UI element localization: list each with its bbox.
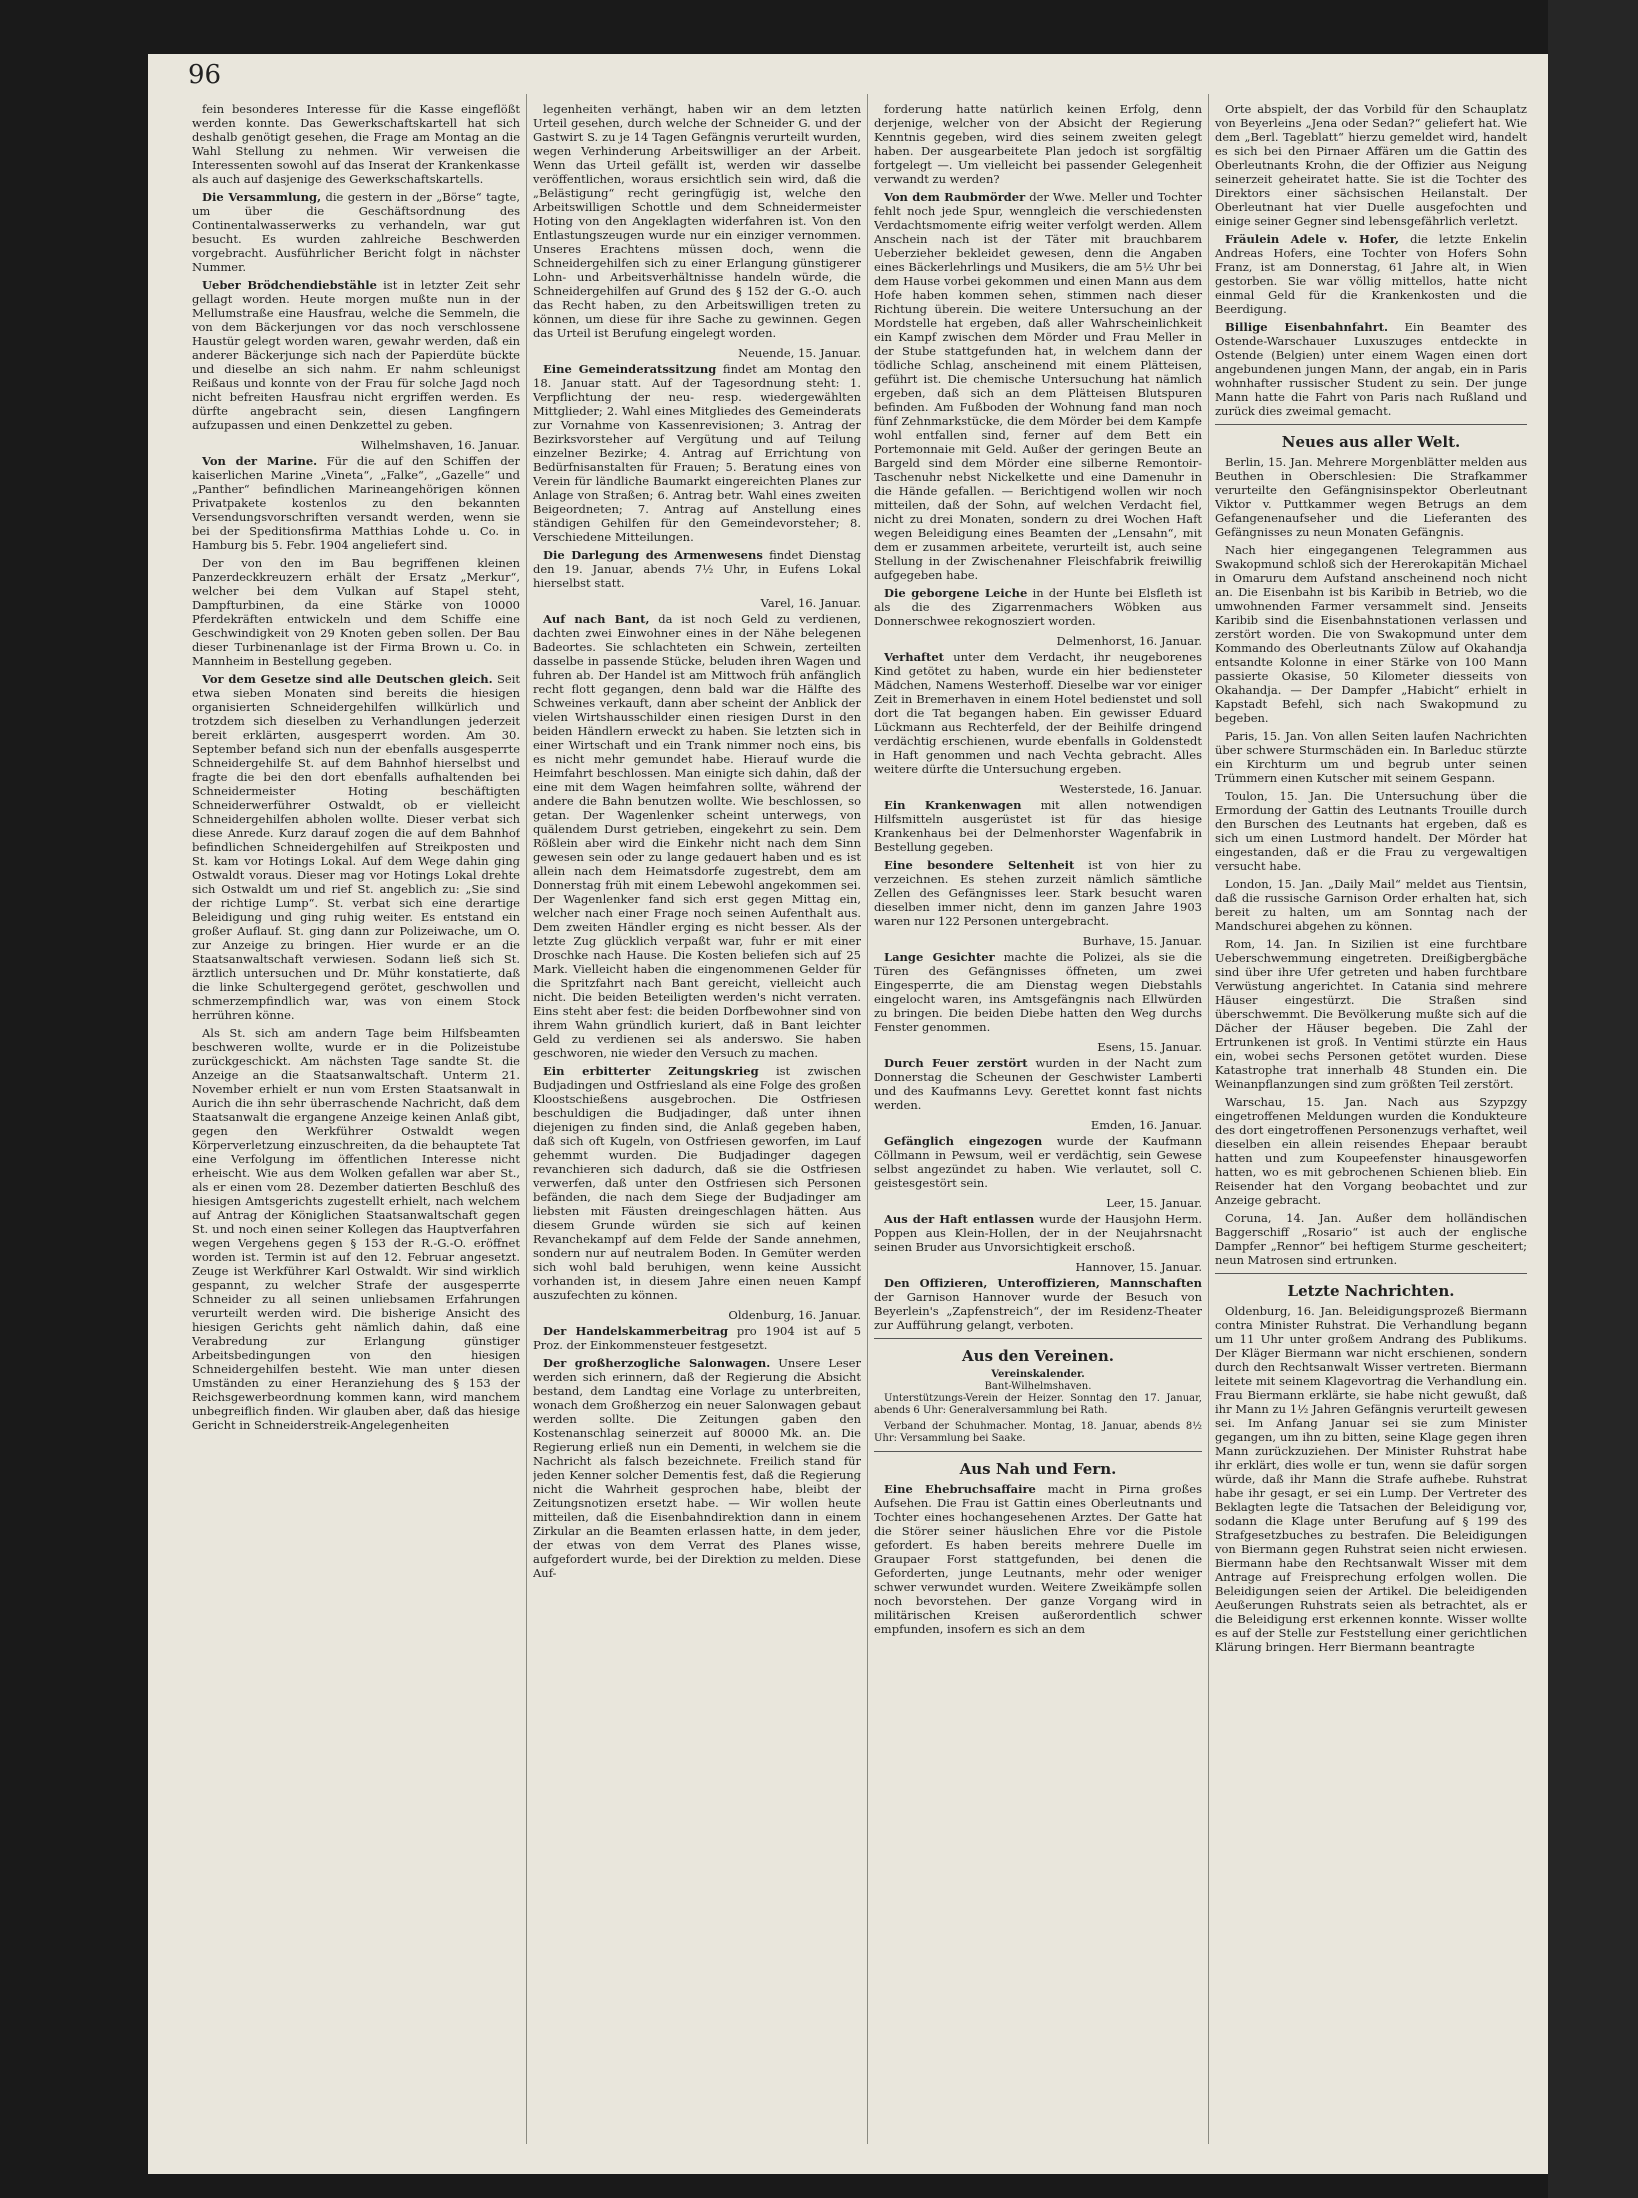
dateline: Esens, 15. Januar. (1097, 1040, 1202, 1054)
article-paragraph: forderung hatte natürlich keinen Erfolg, denn derjenige, welcher von der Absicht der Regierung Kenntnis gegeben, wird dies seinem zweiten gelegt haben. Der ausgearbeitete Plan jedoch ist sorgfältig fortgelegt —. Um vielleicht bei passender Gelegenheit verwandt zu werden? (874, 102, 1202, 186)
section-heading: Neues aus aller Welt. (1281, 433, 1461, 451)
section-divider (1215, 1273, 1527, 1274)
article-headline: Auf nach Bant, (543, 612, 650, 626)
section-divider (1215, 424, 1527, 425)
dateline: Varel, 16. Januar. (760, 596, 861, 610)
article-paragraph: Die Darlegung des Armenwesens findet Dienstag den 19. Januar, abends 7½ Uhr, in Eufens Lokal hierselbst statt. (533, 548, 861, 590)
column-4 (1215, 102, 1527, 2142)
article-paragraph: Die geborgene Leiche in der Hunte bei Elsfleth ist als die des Zigarrenmachers Wöbken aus Donnerschwee rekognosziert worden. (874, 586, 1202, 628)
dateline: Burhave, 15. Januar. (1082, 934, 1202, 948)
section-divider (874, 1338, 1202, 1339)
article-paragraph: Eine Ehebruchsaffaire macht in Pirna großes Aufsehen. Die Frau ist Gattin eines Oberleutnants und Tochter eines hochangesehenen Arztes. Der Gatte hat die Störer seiner häuslichen Ehre vor die Pistole gefordert. Es haben bereits mehrere Duelle im Graupaer Forst stattgefunden, bei denen die Geforderten, junge Leutnants, mehr oder weniger schwer verwundet wurden. Weitere Zweikämpfe sollen noch bevorstehen. Der ganze Vorgang wird in militärischen Kreisen außerordentlich schwer empfunden, insofern es sich an dem (874, 1482, 1202, 1636)
article-paragraph: Von dem Raubmörder der Wwe. Meller und Tochter fehlt noch jede Spur, wenngleich die verschiedensten Verdachtsmomente eifrig weiter verfolgt werden. Allem Anschein nach ist der Täter mit brauchbarem Ueberzieher bekleidet gewesen, denn die Angaben eines Bäckerlehrlings und Musikers, die am 5½ Uhr bei dem Hause vorbei gekommen und einen Mann aus dem Hofe haben kommen sehen, stimmen nach dieser Richtung überein. Die weitere Untersuchung an der Mordstelle hat ergeben, daß aller Wahrscheinlichkeit ein Kampf zwischen dem Mörder und Frau Meller in der Stube stattgefunden hat, in welchem dann der tödliche Schlag, anscheinend mit einem Plätteisen, geführt ist. Die chemische Untersuchung hat nämlich ergeben, daß sich an dem Plätteisen Blutspuren befinden. Am Fußboden der Wohnung fand man noch fünf Zehnmarkstücke, die dem Mörder bei dem Kampfe wohl entfallen sind, ferner auf dem Bett ein Portemonnaie mit Geld. Außer der geringen Beute an Bargeld sind dem Mörder eine silberne Remontoir-Taschenuhr nebst Nickelkette und eine Damenuhr in die Hände gefallen. — Berichtigend wollen wir noch mitteilen, daß der Sohn, auf welchen Verdacht fiel, nicht zu drei Monaten, sondern zu drei Wochen Haft wegen Beleidigung eines Beamten der „Lensahn“, mit dem er zusammen arbeitete, verurteilt ist, auch seine Stellung in der Zwischenahner Fleischfabrik freiwillig aufgegeben habe. (874, 190, 1202, 582)
article-paragraph: Der von den im Bau begriffenen kleinen Panzerdeckkreuzern erhält der Ersatz „Merkur“, welcher bei dem Vulkan auf Stapel steht, Dampfturbinen, da eine Stärke von 10000 Pferdekräften entwickeln und dem Schiffe eine Geschwindigkeit von 29 Knoten geben sollen. Der Bau dieser Turbinenanlage ist der Firma Brown u. Co. in Mannheim in Bestellung gegeben. (192, 556, 520, 668)
article-headline: Vor dem Gesetze sind alle Deutschen gleich. (202, 672, 493, 686)
dateline: Neuende, 15. Januar. (738, 346, 861, 360)
article-paragraph: Eine besondere Seltenheit ist von hier zu verzeichnen. Es stehen zurzeit nämlich sämtliche Zellen des Gefängnisses leer. Stark besucht waren dieselben immer nicht, denn im ganzen Jahre 1903 waren nur 122 Personen untergebracht. (874, 858, 1202, 928)
article-headline: Von der Marine. (202, 454, 318, 468)
dateline: Hannover, 15. Januar. (1075, 1260, 1202, 1274)
section-heading: Aus den Vereinen. (962, 1347, 1114, 1365)
section-heading: Letzte Nachrichten. (1287, 1282, 1455, 1300)
article-paragraph: Ueber Brödchendiebstähle ist in letzter Zeit sehr gellagt worden. Heute morgen mußte nun in der Mellumstraße eine Hausfrau, welche die Semmeln, die von dem Bäckerjungen vor das noch verschlossene Haustür gelegt worden waren, gewahr werden, daß ein anderer Bäckerjunge sich nach der Papierdüte bückte und dieselbe an sich nahm. Er nahm schleunigst Reißaus und konnte von der Frau für solche Jagd noch nicht befreiten Hausfrau nicht ergriffen werden. Es dürfte angebracht sein, diesen Langfingern aufzupassen und einen Denkzettel zu geben. (192, 278, 520, 432)
dateline: Emden, 16. Januar. (1090, 1118, 1202, 1132)
column-rule (867, 94, 868, 2144)
news-item: Berlin, 15. Jan. Mehrere Morgenblätter melden aus Beuthen in Oberschlesien: Die Strafkammer verurteilte den Gefängnisinspektor Oberleutnant Viktor v. Puttkammer wegen Betrugs an dem Gefangenenaufseher und die Lieferanten des Gefängnisses zu neun Monaten Gefängnis. (1215, 455, 1527, 539)
news-item: Warschau, 15. Jan. Nach aus Szypzgy eingetroffenen Meldungen wurden die Kondukteure des dort eingetroffenen Personenzugs verhaftet, weil dieselben ein allein reisendes Ehepaar beraubt hatten und zum Koupeefenster hinausgeworfen hatten, wo es mit gebrochenen Schienen blieb. Ein Reisender hat den Vorgang beobachtet und zur Anzeige gebracht. (1215, 1095, 1527, 1207)
news-item: Oldenburg, 16. Jan. Beleidigungsprozeß Biermann contra Minister Ruhstrat. Die Verhandlung begann um 11 Uhr unter großem Andrang des Publikums. Der Kläger Biermann war nicht erschienen, sondern durch den Rechtsanwalt Wisser vertreten. Biermann leitete mit seinem Klagevortrag die Verhandlung ein. Frau Biermann erklärte, sie habe nicht gewußt, daß ihr Mann zu 1½ Jahren Gefängnis verurteilt gewesen sei. Im Anfang Januar sei sie zum Minister gegangen, um ihn zu bitten, seine Klage gegen ihren Mann zurückzuziehen. Der Minister Ruhstrat habe ihr erklärt, dies wolle er tun, wenn sie dafür sorgen würde, daß ihr Mann die Strafe aufhebe. Ruhstrat habe ihr gesagt, er sei ein Lump. Der Vertreter des Beklagten legte die Tatsachen der Beleidigung vor, sodann die Klage unter Berufung auf § 199 des Strafgesetzbuches zu bestrafen. Die Beleidigungen von Biermann gegen Ruhstrat seien nicht erwiesen. Biermann habe den Rechtsanwalt Wisser mit dem Antrage auf Freisprechung erfolgen wollen. Die Beleidigungen seien der Artikel. Die beleidigenden Aeußerungen Ruhstrats seien als betrachtet, als er die Beleidigung erst erkennen konnte. Wisser wollte es auf der Stelle zur Feststellung einer gerichtlichen Klärung bringen. Herr Biermann beantragte (1215, 1304, 1527, 1654)
article-headline: Ein erbitterter Zeitungskrieg (543, 1064, 759, 1078)
article-paragraph: Den Offizieren, Unteroffizieren, Mannschaften der Garnison Hannover wurde der Besuch von Beyerlein's „Zapfenstreich“, der im Residenz-Theater zur Aufführung gelangt, verboten. (874, 1276, 1202, 1332)
article-paragraph: Lange Gesichter machte die Polizei, als sie die Türen des Gefängnisses öffneten, um zwei Eingesperrte, die am Dienstag wegen Diebstahls eingelocht waren, ins Amtsgefängnis nach Ellwürden zu bringen. Die beiden Diebe hatten den Weg durchs Fenster genommen. (874, 950, 1202, 1034)
calendar-title: Vereinskalender. (991, 1369, 1085, 1380)
article-headline: Billige Eisenbahnfahrt. (1225, 320, 1389, 334)
section-divider (874, 1451, 1202, 1452)
article-paragraph: Orte abspielt, der das Vorbild für den Schauplatz von Beyerleins „Jena oder Sedan?“ geliefert hat. Wie dem „Berl. Tageblatt“ hierzu gemeldet wird, handelt es sich bei den Pirnaer Affären um die Gattin des Oberleutnants Krohn, die der Offizier aus Neigung seinerzeit geheiratet hatte. Sie ist die Tochter des Direktors einer sächsischen Heilanstalt. Der Oberleutnant hat vier Duelle ausgefochten und einige seiner Gegner sind lebensgefährlich verletzt. (1215, 102, 1527, 228)
article-paragraph: Von der Marine. Für die auf den Schiffen der kaiserlichen Marine „Vineta“, „Falke“, „Gazelle“ und „Panther“ befindlichen Marineangehörigen können Privatpakete kostenlos zu den bekannten Versendungsvorschriften versandt werden, wenn sie bei der Speditionsfirma Matthias Lohde u. Co. in Hamburg bis 5. Febr. 1904 angeliefert sind. (192, 454, 520, 552)
section-heading: Aus Nah und Fern. (959, 1460, 1117, 1478)
column-3 (874, 102, 1202, 2142)
article-paragraph: Als St. sich am andern Tage beim Hilfsbeamten beschweren wollte, wurde er in die Polizeistube zurückgeschickt. Am nächsten Tage sandte St. die Anzeige an die Staatsanwaltschaft. Unterm 21. November erhielt er nun vom Ersten Staatsanwalt in Aurich die ihn sehr überraschende Nachricht, daß dem Staatsanwalt die ergangene Anzeige keinen Anlaß gibt, gegen den Werkführer Ostwaldt wegen Körperverletzung einzuschreiten, da die behauptete Tat eine Verfolgung im öffentlichen Interesse nicht erheischt. Wie aus dem Wolken gefallen war aber St., als er einen vom 28. Dezember datierten Beschluß des hiesigen Amtsgerichts zugestellt erhielt, nach welchem auf Antrag der Königlichen Staatsanwaltschaft gegen St. und noch einen seiner Kollegen das Hauptverfahren wegen Vergehens gegen § 153 der R.-G.-O. eröffnet worden ist. Termin ist auf den 12. Februar angesetzt. Zeuge ist Werkführer Karl Ostwaldt. Wir sind wirklich gespannt, zu welcher Strafe der ausgesperrte Schneider zu all seinen unliebsamen Erfahrungen verurteilt werden wird. Die bisherige Ansicht des hiesigen Gerichts geht nämlich dahin, daß eine Verabredung zur Erlangung günstiger Arbeitsbedingungen von den hiesigen Schneidergehilfen besteht. Wie man unter diesen Umständen zu einer Heranziehung des § 153 der Reichsgewerbeordnung kommen kann, wird manchem unbegreiflich finden. Wir glauben aber, daß das hiesige Gericht in Schneiderstreik-Angelegenheiten (192, 1026, 520, 1432)
article-headline: Der Handelskammerbeitrag (543, 1324, 729, 1338)
column-2 (533, 102, 861, 2142)
article-paragraph: Aus der Haft entlassen wurde der Hausjohn Herm. Poppen aus Klein-Hollen, der in der Neujahrsnacht seinen Bruder aus Unvorsichtigkeit erschoß. (874, 1212, 1202, 1254)
article-headline: Durch Feuer zerstört (884, 1056, 1028, 1070)
article-headline: Die Darlegung des Armenwesens (543, 548, 763, 562)
column-1 (192, 102, 520, 2142)
article-headline: Die geborgene Leiche (884, 586, 1028, 600)
calendar-entry: Verband der Schuhmacher. Montag, 18. Januar, abends 8½ Uhr: Versammlung bei Saake. (874, 1421, 1202, 1444)
article-paragraph: Auf nach Bant, da ist noch Geld zu verdienen, dachten zwei Einwohner eines in der Nähe belegenen Badeortes. Sie schlachteten ein Schwein, zerteilten dasselbe in passende Stücke, beluden ihren Wagen und fuhren ab. Der Handel ist am Mittwoch früh anfänglich recht flott gegangen, denn bald war die Hälfte des Schweines verkauft, dann aber scheint der Anblick der vielen Wirtshausschilder einen riesigen Durst in den beiden Händlern erweckt zu haben. Sie letzten sich in einer Wirtschaft und ein Trank nimmer noch eins, bis es nicht mehr gemundet habe. Hierauf wurde die Heimfahrt beschlossen. Man einigte sich dahin, daß der eine mit dem Wagen heimfahren sollte, während der andere die Bahn benutzen wollte. Wie beschlossen, so getan. Der Wagenlenker scheint unterwegs, von quälendem Durst getrieben, eingekehrt zu sein. Dem Rößlein aber wird die Einkehr nicht nach dem Sinn gewesen sein oder zu lange gedauert haben und es ist allein nach dem Heimatsdorfe zugestrebt, dem am Donnerstag früh mit einem Lebewohl angekommen sei. Der Wagenlenker fand sich erst gegen Mittag ein, welcher nach einer Frage noch seinen Aufenthalt aus. Dem zweiten Händler erging es nicht besser. Als der letzte Zug glücklich verpaßt war, fuhr er mit einer Droschke nach Hause. Die Kosten beliefen sich auf 25 Mark. Vielleicht haben die eingenommenen Gelder für die Spritzfahrt nach Bant gereicht, vielleicht auch nicht. Die beiden Beteiligten werden's nicht verraten. Eins steht aber fest: die beiden Dorfbewohner sind von ihrem Wahn gründlich kuriert, daß in Bant leichter Geld zu verdienen sei als anderswo. Sie haben geschworen, nie wieder den Versuch zu machen. (533, 612, 861, 1060)
article-paragraph: Ein erbitterter Zeitungskrieg ist zwischen Budjadingen und Ostfriesland als eine Folge des großen Kloostschießens ausgebrochen. Die Ostfriesen beschuldigen die Budjadinger, daß unter ihnen diejenigen zu finden sind, die Anlaß gegeben haben, daß sich oft Kugeln, von Ostfriesen geworfen, im Lauf gehemmt wurden. Die Budjadinger dagegen revanchieren sich dadurch, daß sie die Ostfriesen verwerfen, daß unter den Ostfriesen sich Personen befänden, die nach dem Siege der Budjadinger am liebsten mit Fäusten dreingeschlagen hätten. Aus diesem Grunde würden sie sich auf keinen Revanchekampf auf dem Felde der Sande annehmen, sondern nur auf neutralem Boden. In Gemüter werden sich wohl bald beruhigen, wenn keine Aussicht vorhanden ist, in diesem Jahre einen neuen Kampf auszufechten zu können. (533, 1064, 861, 1302)
article-headline: Die Versammlung, (202, 190, 322, 204)
article-paragraph: Vor dem Gesetze sind alle Deutschen gleich. Seit etwa sieben Monaten sind bereits die hiesigen organisierten Schneidergehilfen willkürlich und trotzdem sich dieselben zu Verhandlungen jederzeit bereit erklärten, ausgesperrt worden. Am 30. September befand sich nun der ebenfalls ausgesperrte Schneidergehilfe St. auf dem Bahnhof hierselbst und fragte die bei den dort ebenfalls aufhaltenden bei Schneidermeister Hoting beschäftigten Schneiderwerführer Ostwaldt, ob er vielleicht Schneidergehilfen abholen wollte. Dieser verbat sich diese Anrede. Kurz darauf zogen die auf dem Bahnhof befindlichen Schneidergehilfen auf Streikposten und St. kam vor Hotings Lokal. Auf dem Wege dahin ging Ostwaldt voraus. Dieser mag vor Hotings Lokal drehte sich Ostwaldt um und rief St. angeblich zu: „Sie sind der richtige Lump“. St. verbat sich eine derartige Beleidigung und ging ruhig weiter. Es entstand ein großer Auflauf. St. ging dann zur Polizeiwache, um O. zur Anzeige zu bringen. Hier wurde er an die Staatsanwaltschaft verwiesen. Sodann ließ sich St. ärztlich untersuchen und Dr. Mühr konstatierte, daß die linke Schultergegend gerötet, geschwollen und schmerzempfindlich war, was von einem Stock herrühren könne. (192, 672, 520, 1022)
news-item: London, 15. Jan. „Daily Mail“ meldet aus Tientsin, daß die russische Garnison Order erhalten hat, sich bereit zu halten, um am Sonntag nach der Mandschurei abgehen zu können. (1215, 877, 1527, 933)
article-paragraph: Verhaftet unter dem Verdacht, ihr neugeborenes Kind getötet zu haben, wurde ein hier bediensteter Mädchen, Namens Westerhoff. Dieselbe war vor einiger Zeit in Bremerhaven in einem Hotel bedienstet und soll dort die Tat begangen haben. Ein gewisser Eduard Lückmann aus Rechterfeld, der der Beihilfe dringend verdächtig erschienen, wurde ebenfalls in Goldenstedt in Haft genommen und nach Vechta gebracht. Alles weitere dürfte die Untersuchung ergeben. (874, 650, 1202, 776)
dateline: Westerstede, 16. Januar. (1059, 782, 1202, 796)
calendar-place: Bant-Wilhelmshaven. (984, 1381, 1092, 1392)
calendar-entry: Unterstützungs-Verein der Heizer. Sonntag den 17. Januar, abends 6 Uhr: Generalversammlung bei Rath. (874, 1393, 1202, 1416)
article-headline: Gefänglich eingezogen (884, 1134, 1043, 1148)
dateline: Delmenhorst, 16. Januar. (1056, 634, 1202, 648)
article-headline: Lange Gesichter (884, 950, 995, 964)
column-rule (526, 94, 527, 2144)
news-item: Toulon, 15. Jan. Die Untersuchung über die Ermordung der Gattin des Leutnants Trouille durch den Burschen des Leutnants hat ergeben, daß es sich um einen Lustmord handelt. Der Mörder hat eingestanden, daß er die Frau zu vergewaltigen versucht habe. (1215, 789, 1527, 873)
article-headline: Ueber Brödchendiebstähle (202, 278, 377, 292)
article-headline: Der großherzogliche Salonwagen. (543, 1356, 771, 1370)
article-paragraph: Durch Feuer zerstört wurden in der Nacht zum Donnerstag die Scheunen der Geschwister Lamberti und des Kaufmanns Levy. Gerettet konnt fast nichts werden. (874, 1056, 1202, 1112)
article-headline: Fräulein Adele v. Hofer, (1225, 232, 1400, 246)
column-rule (1208, 94, 1209, 2144)
scan-border (1548, 0, 1638, 2198)
article-headline: Von dem Raubmörder (884, 190, 1026, 204)
article-paragraph: Der Handelskammerbeitrag pro 1904 ist auf 5 Proz. der Einkommensteuer festgesetzt. (533, 1324, 861, 1352)
article-headline: Verhaftet (884, 650, 944, 664)
dateline: Wilhelmshaven, 16. Januar. (361, 438, 520, 452)
article-headline: Ein Krankenwagen (884, 798, 1022, 812)
news-item: Rom, 14. Jan. In Sizilien ist eine furchtbare Ueberschwemmung eingetreten. Dreißigbergbäche sind über ihre Ufer getreten und haben furchtbare Verwüstung angerichtet. In Catania sind mehrere Häuser eingestürzt. Die Straßen sind überschwemmt. Die Bevölkerung mußte sich auf die Dächer der Häuser begeben. Die Zahl der Ertrunkenen ist groß. In Ventimi stürzte ein Haus ein, wobei sechs Personen getötet wurden. Diese Katastrophe trat innerhalb 48 Stunden ein. Die Weinanpflanzungen sind zum größten Teil zerstört. (1215, 937, 1527, 1091)
article-paragraph: Fräulein Adele v. Hofer, die letzte Enkelin Andreas Hofers, eine Tochter von Hofers Sohn Franz, ist am Donnerstag, 61 Jahre alt, in Wien gestorben. Sie war völlig mittellos, hatte nicht einmal Geld für die Krankenkosten und die Beerdigung. (1215, 232, 1527, 316)
article-paragraph: Der großherzogliche Salonwagen. Unsere Leser werden sich erinnern, daß der Regierung die Absicht bestand, dem Landtag eine Vorlage zu unterbreiten, wonach dem Großherzog ein neuer Salonwagen gebaut werden sollte. Die Zeitungen gaben den Kostenanschlag seinerzeit auf 80000 Mk. an. Die Regierung erließ nun ein Dementi, in welchem sie die Nachricht als falsch bezeichnete. Freilich stand für jeden Kenner solcher Dementis fest, daß die Regierung nicht die Wahrheit gesprochen habe, bleibt der Zeitungsnotizen ersetzt habe. — Wir wollen heute mitteilen, daß die Eisenbahndirektion dann in einem Zirkular an die Beamten erlassen hatte, in dem jeder, der etwas von dem Verrat des Planes wisse, aufgefordert wurde, bei der Direktion zu melden. Diese Auf- (533, 1356, 861, 1580)
article-headline: Eine Gemeinderatssitzung (543, 362, 717, 376)
dateline: Leer, 15. Januar. (1106, 1196, 1202, 1210)
article-paragraph: legenheiten verhängt, haben wir an dem letzten Urteil gesehen, durch welche der Schneider G. und der Gastwirt S. zu je 14 Tagen Gefängnis verurteilt wurden, wegen Verhinderung Arbeitswilliger an der Arbeit. Wenn das Urteil gefällt ist, werden wir dasselbe veröffentlichen, woraus ersichtlich sein wird, daß die „Belästigung“ recht geringfügig ist, welche den Arbeitswilligen Schottle und dem Schneidermeister Hoting von den Angeklagten widerfahren ist. Von den Entlastungszeugen wurde nur ein einziger vernommen. Unseres Erachtens müssen doch, wenn die Schneidergehilfen sich zu einer Erlangung günstigerer Lohn- und Arbeitsverhältnisse handeln würde, die Schneidergehilfen auf Grund des § 152 der G.-O. auch das Recht haben, zu den Arbeitswilligen treten zu können, um diese für ihre Sache zu gewinnen. Gegen das Urteil ist Berufung eingelegt worden. (533, 102, 861, 340)
article-paragraph: Eine Gemeinderatssitzung findet am Montag den 18. Januar statt. Auf der Tagesordnung steht: 1. Verpflichtung der neu- resp. wiedergewählten Mittglieder; 2. Wahl eines Mitgliedes des Gemeinderats zur Vornahme von Kassenrevisionen; 3. Antrag der Bezirksvorsteher auf Vergütung und auf Teilung einzelner Bezirke; 4. Antrag auf Errichtung von Bedürfnisanstalten für Frauen; 5. Beratung eines von Verein für ländliche Baumarkt eingereichten Planes zur Anlage von Straßen; 6. Antrag betr. Wahl eines zweiten Beigeordneten; 7. Antrag auf Anstellung eines ständigen Gehilfen für den Gemeindevorsteher; 8. Verschiedene Mitteilungen. (533, 362, 861, 544)
page-number: 96 (188, 60, 222, 90)
article-paragraph: Billige Eisenbahnfahrt. Ein Beamter des Ostende-Warschauer Luxuszuges entdeckte in Ostende (Belgien) unter einem Wagen einen dort angebundenen jungen Mann, der angab, ein in Paris wohnhafter russischer Student zu sein. Der junge Mann hatte die Fahrt von Paris nach Rußland und zurück dies zweimal gemacht. (1215, 320, 1527, 418)
article-headline: Den Offizieren, Unteroffizieren, Mannschaften (884, 1276, 1202, 1290)
article-headline: Aus der Haft entlassen (884, 1212, 1035, 1226)
dateline: Oldenburg, 16. Januar. (728, 1308, 861, 1322)
article-paragraph: Ein Krankenwagen mit allen notwendigen Hilfsmitteln ausgerüstet ist für das hiesige Krankenhaus bei der Delmenhorster Wagenfabrik in Bestellung gegeben. (874, 798, 1202, 854)
article-paragraph: Die Versammlung, die gestern in der „Börse“ tagte, um über die Geschäftsordnung des Continentalwasserwerks zu verhandeln, war gut besucht. Es wurden zahlreiche Beschwerden vorgebracht. Ausführlicher Bericht folgt in nächster Nummer. (192, 190, 520, 274)
article-paragraph: Gefänglich eingezogen wurde der Kaufmann Cöllmann in Pewsum, weil er verdächtig, sein Gewese selbst angezündet zu haben. Wie verlautet, soll C. geistesgestört sein. (874, 1134, 1202, 1190)
newspaper-page (148, 54, 1548, 2174)
news-item: Paris, 15. Jan. Von allen Seiten laufen Nachrichten über schwere Sturmschäden ein. In Barleduc stürzte ein Kirchturm um und begrub unter seinen Trümmern einen Kutscher mit seinem Gespann. (1215, 729, 1527, 785)
news-item: Coruna, 14. Jan. Außer dem holländischen Baggerschiff „Rosario“ ist auch der englische Dampfer „Rennor“ bei heftigem Sturme gescheitert; neun Matrosen sind ertrunken. (1215, 1211, 1527, 1267)
news-item: Nach hier eingegangenen Telegrammen aus Swakopmund schloß sich der Hererokapitän Michael in Omaruru dem Aufstand anscheinend noch nicht an. Die Eisenbahn ist bis Karibib in Betrieb, wo die umwohnenden Farmer versammelt sind. Jenseits Karibib sind die Eisenbahnstationen verlassen und zerstört worden. Die von Swakopmund unter dem Kommando des Oberleutnants Zülow auf Okahandja entsandte Kolonne in einer Stärke von 100 Mann passierte Okasise, 50 Kilometer diesseits von Okahandja. — Der Dampfer „Habicht“ erhielt in Kapstadt Befehl, sich nach Swakopmund zu begeben. (1215, 543, 1527, 725)
article-headline: Eine besondere Seltenheit (884, 858, 1075, 872)
article-paragraph: fein besonderes Interesse für die Kasse eingeflößt werden konnte. Das Gewerkschaftskartell hat sich deshalb genötigt gesehen, die Frage am Montag an die Wahl Stellung zu nehmen. Wir verweisen die Interessenten sowohl auf das Inserat der Krankenkasse als auch auf dasjenige des Gewerkschaftskartells. (192, 102, 520, 186)
article-headline: Eine Ehebruchsaffaire (884, 1482, 1036, 1496)
